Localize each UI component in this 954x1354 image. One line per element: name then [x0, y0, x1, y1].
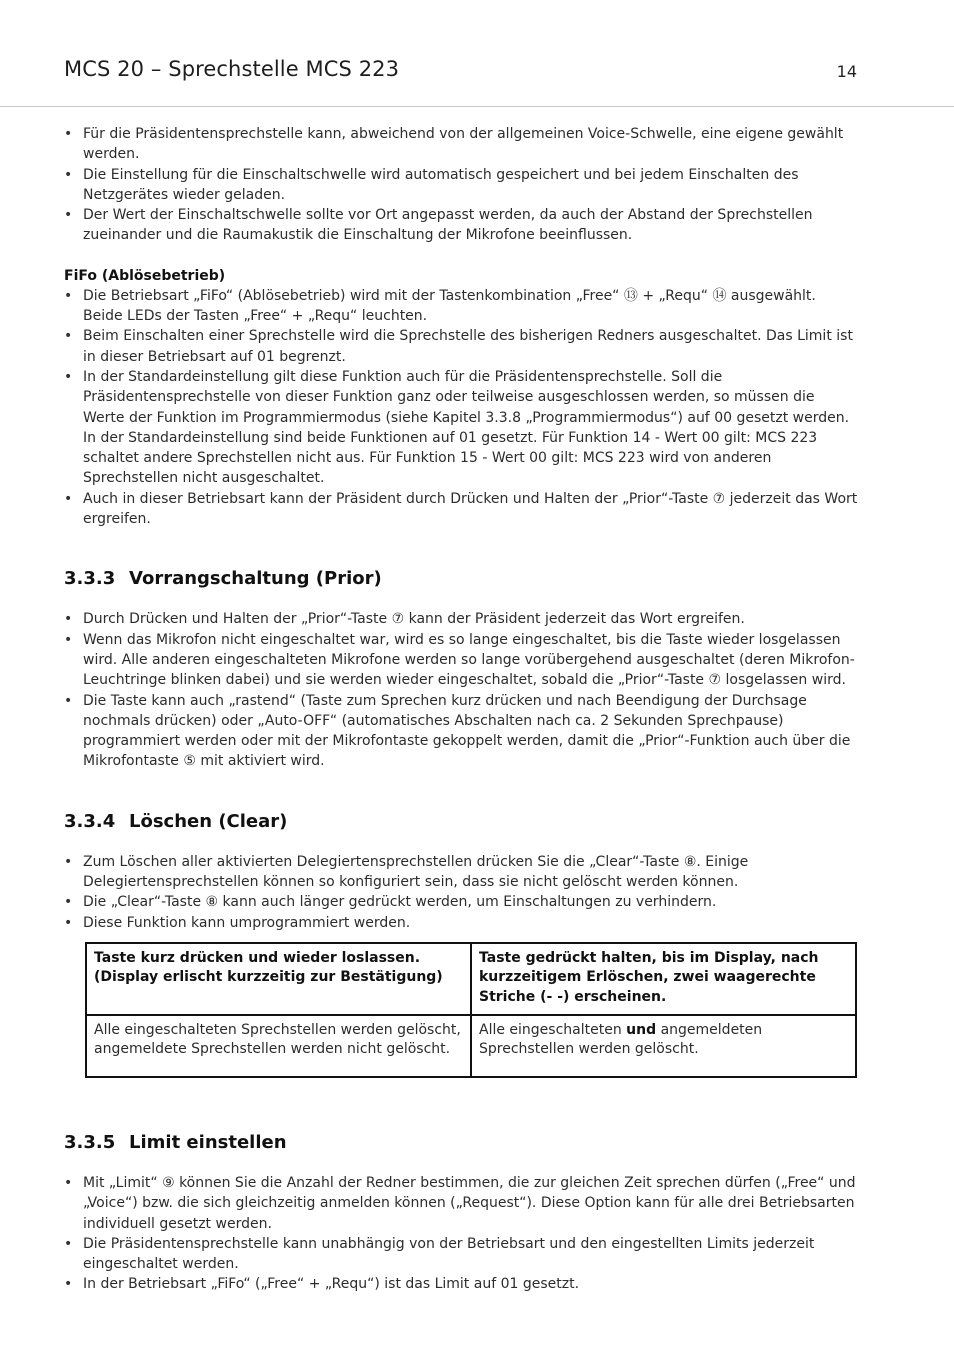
table-cell [471, 1015, 856, 1077]
section-heading-limit [64, 1131, 858, 1155]
list-item: • In der Standardeinstellung gilt diese Funktion auch für die Präsidentensprechstelle. Soll die Präsidentensprechstelle von dieser Funktion ganz oder teilweise ausgeschlossen werden, so müssen die Werte der Funktion im Programmiermodus (siehe Kapitel 3.3.8 „Programmiermodus“) auf 00 gesetzt werden. In der Standardeinstellung sind beide Funktionen auf 01 gesetzt. Für Funktion 14 - Wert 00 gilt: MCS 223 schaltet andere Sprechstellen nicht aus. Für Funktion 15 - Wert 00 gilt: MCS 223 wird von anderen Sprechstellen nicht ausgeschaltet. [64, 367, 858, 489]
list-item: • Die „Clear“-Taste ⑧ kann auch länger gedrückt werden, um Einschaltungen zu verhindern. [64, 892, 858, 912]
table-header-cell: Taste kurz drücken und wieder loslassen. (Display erlischt kurzzeitig zur Bestätigung) [86, 943, 471, 1015]
table-cell-emphasis: und [626, 1021, 657, 1038]
fifo-heading: FiFo (Ablösebetrieb) [64, 267, 226, 284]
list-item: • Durch Drücken und Halten der „Prior“-Taste ⑦ kann der Präsident jederzeit das Wort ergreifen. [64, 609, 858, 629]
section-number: 3.3.5 [64, 1131, 116, 1153]
page-number: 14 [836, 62, 857, 81]
list-item: • Die Betriebsart „FiFo“ (Ablösebetrieb) wird mit der Tastenkombination „Free“ ⑬ + „Requ“ ⑭ ausgewählt. Beide LEDs der Tasten „Free“ + „Requ“ leuchten. [64, 286, 858, 327]
list-item: • Die Präsidentensprechstelle kann unabhängig von der Betriebsart und den eingestellten Limits jederzeit eingeschaltet werden. [64, 1234, 858, 1275]
list-item: • Der Wert der Einschaltschwelle sollte vor Ort angepasst werden, da auch der Abstand der Sprechstellen zueinander und die Raumakustik die Einschaltung der Mikrofone beeinflussen. [64, 205, 858, 246]
section-number: 3.3.4 [64, 810, 116, 832]
section-number: 3.3.3 [64, 568, 116, 590]
page-content [64, 124, 858, 1295]
clear-table [85, 942, 857, 1078]
section-heading-clear [64, 810, 858, 834]
limit-list [64, 1173, 858, 1295]
table-cell: Alle eingeschalteten Sprechstellen werden gelöscht, angemeldete Sprechstellen werden nicht gelöscht. [86, 1015, 471, 1077]
table-cell-text: angemeldeten Sprechstellen werden gelöscht. [479, 1021, 763, 1058]
list-item: • Die Taste kann auch „rastend“ (Taste zum Sprechen kurz drücken und nach Beendigung der Durchsage nochmals drücken) oder „Auto-OFF“ (automatisches Abschalten nach ca. 2 Sekunden Sprechpause) programmiert werden oder mit der Mikrofontaste gekoppelt werden, damit die „Prior“-Funktion auch über die Mikrofontaste ⑤ mit aktiviert wird. [64, 691, 858, 772]
intro-list [64, 124, 858, 246]
table-cell-text: Alle eingeschalteten [479, 1021, 627, 1038]
prior-list [64, 609, 858, 771]
table-row [86, 1015, 856, 1077]
list-item: • Wenn das Mikrofon nicht eingeschaltet war, wird es so lange eingeschaltet, bis die Taste wieder losgelassen wird. Alle anderen eingeschalteten Mikrofone werden so lange vorübergehend ausgeschaltet (deren Mikrofon-Leuchtringe blinken dabei) und sie werden wieder eingeschaltet, sobald die „Prior“-Taste ⑦ losgelassen wird. [64, 630, 858, 691]
list-item: • In der Betriebsart „FiFo“ („Free“ + „Requ“) ist das Limit auf 01 gesetzt. [64, 1274, 858, 1294]
section-title: Vorrangschaltung (Prior) [129, 568, 382, 590]
clear-list [64, 852, 858, 933]
page-header [0, 0, 954, 107]
list-item: • Zum Löschen aller aktivierten Delegiertensprechstellen drücken Sie die „Clear“-Taste ⑧. Einige Delegiertensprechstellen können so konfiguriert sein, dass sie nicht gelöscht werden können. [64, 852, 858, 893]
section-heading-prior [64, 567, 858, 591]
section-title: Limit einstellen [129, 1131, 287, 1153]
list-item: • Die Einstellung für die Einschaltschwelle wird automatisch gespeichert und bei jedem Einschalten des Netzgerätes wieder geladen. [64, 165, 858, 206]
table-header-cell: Taste gedrückt halten, bis im Display, nach kurzzeitigem Erlöschen, zwei waagerechte Striche (- -) erscheinen. [471, 943, 856, 1015]
list-item: • Diese Funktion kann umprogrammiert werden. [64, 913, 858, 933]
list-item: • Für die Präsidentensprechstelle kann, abweichend von der allgemeinen Voice-Schwelle, eine eigene gewählt werden. [64, 124, 858, 165]
fifo-list [64, 286, 858, 530]
list-item: • Auch in dieser Betriebsart kann der Präsident durch Drücken und Halten der „Prior“-Taste ⑦ jederzeit das Wort ergreifen. [64, 489, 858, 530]
list-item: • Beim Einschalten einer Sprechstelle wird die Sprechstelle des bisherigen Redners ausgeschaltet. Das Limit ist in dieser Betriebsart auf 01 begrenzt. [64, 326, 858, 367]
document-title: MCS 20 – Sprechstelle MCS 223 [64, 57, 400, 81]
list-item: • Mit „Limit“ ⑨ können Sie die Anzahl der Redner bestimmen, die zur gleichen Zeit sprechen dürfen („Free“ und „Voice“) bzw. die sich gleichzeitig anmelden können („Request“). Diese Option kann für alle drei Betriebsarten individuell gesetzt werden. [64, 1173, 858, 1234]
section-title: Löschen (Clear) [129, 810, 288, 832]
table-header-row [86, 943, 856, 1015]
